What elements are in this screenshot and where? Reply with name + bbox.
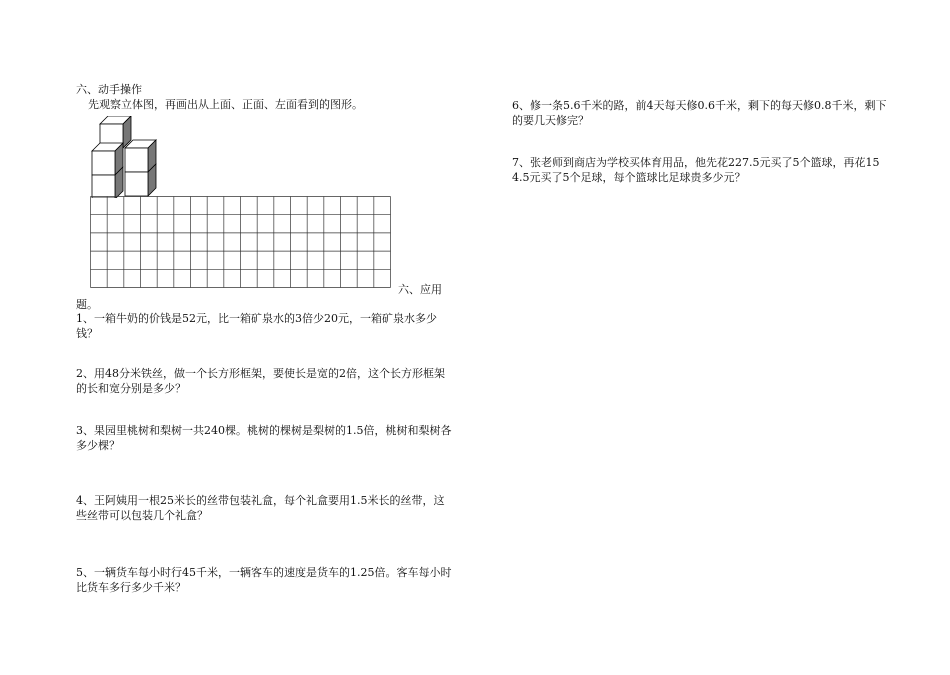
grid-lines: [91, 197, 391, 288]
section-heading-applied-a: 六、应用: [398, 283, 442, 296]
problem-7: 7、张老师到商店为学校买体育用品，他先花227.5元买了5个篮球，再花154.5元买了5个足球，每个篮球比足球贵多少元？: [512, 156, 880, 184]
problem-5: 5、一辆货车每小时行45千米，一辆客车的速度是货车的1.25倍。客车每小时比货车多行多少千米？: [76, 566, 452, 594]
problem-3: 3、果园里桃树和梨树一共240棵。桃树的棵树是梨树的1.5倍，桃树和梨树各多少棵？: [76, 424, 452, 452]
section-heading-applied-b: 题。: [76, 298, 98, 311]
problem-1: 1、一箱牛奶的价钱是52元，比一箱矿泉水的3倍少20元，一箱矿泉水多少钱？: [76, 312, 437, 340]
cube-right-upper: [125, 140, 156, 172]
drawing-grid: [90, 196, 391, 288]
section-heading-hands-on: 六、动手操作: [76, 83, 142, 96]
problem-2: 2、用48分米铁丝，做一个长方形框架，要使长是宽的2倍，这个长方形框架的长和宽分别是多少？: [76, 367, 445, 395]
cube-left-upper: [92, 143, 123, 175]
cube-stack-figure: [88, 116, 168, 198]
hands-on-instruction: 先观察立体图，再画出从上面、正面、左面看到的图形。: [88, 98, 363, 111]
problem-4: 4、王阿姨用一根25米长的丝带包装礼盒，每个礼盒要用1.5米长的丝带，这些丝带可以包装几个礼盒？: [76, 494, 445, 522]
problem-6: 6、修一条5.6千米的路，前4天每天修0.6千米，剩下的每天修0.8千米，剩下的要几天修完？: [512, 99, 887, 127]
